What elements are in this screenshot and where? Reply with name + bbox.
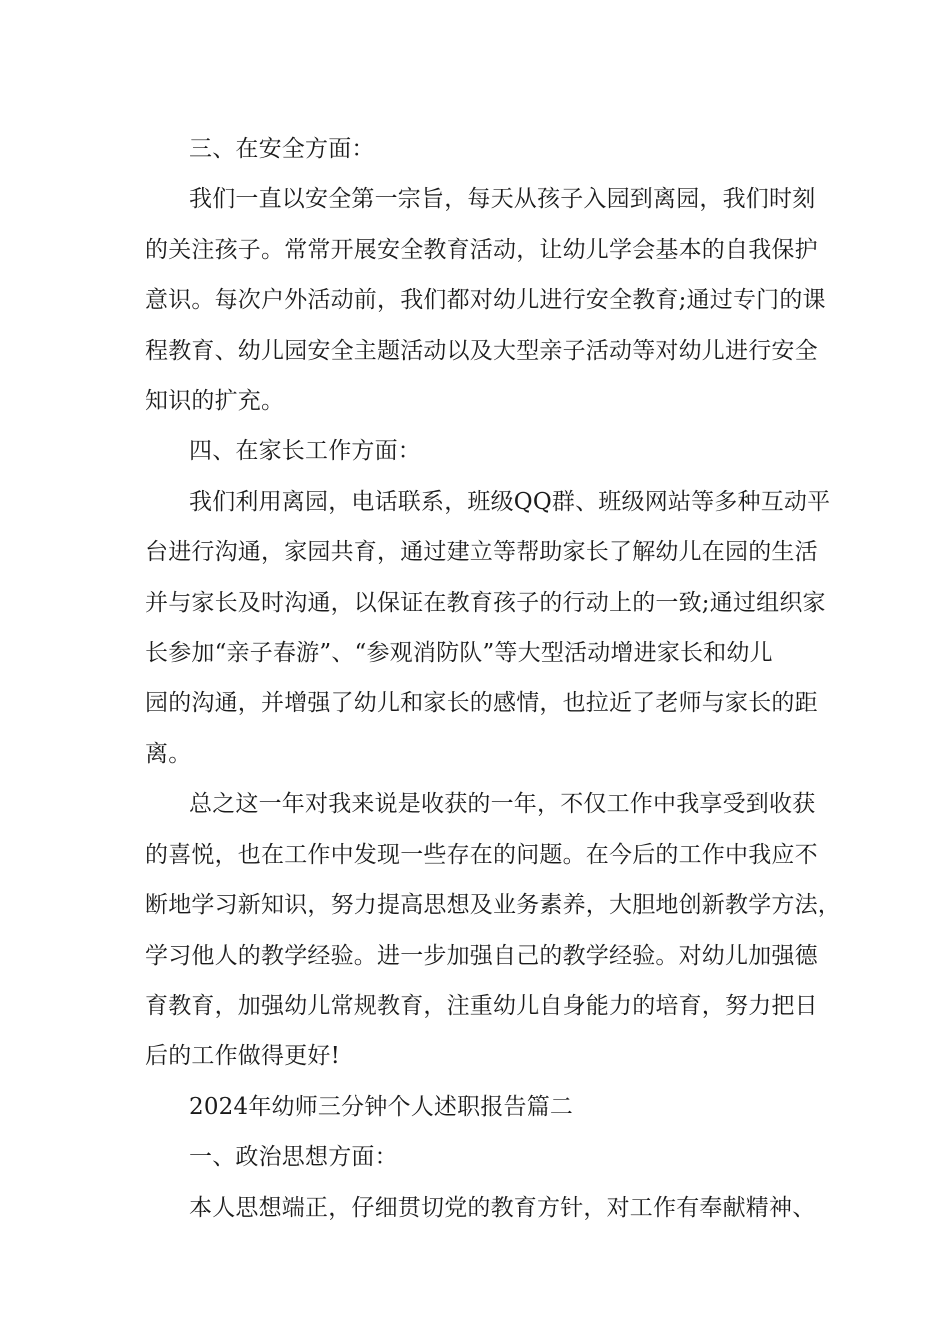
text-line: 断地学习新知识，努力提高思想及业务素养，大胆地创新教学方法， <box>145 892 841 919</box>
text-line: 并与家长及时沟通，以保证在教育孩子的行动上的一致;通过组织家 <box>145 589 826 616</box>
text-line: 我们一直以安全第一宗旨，每天从孩子入园到离园，我们时刻 <box>189 186 816 213</box>
text-line: 四、在家长工作方面： <box>189 438 421 465</box>
text-line: 后的工作做得更好! <box>145 1043 341 1070</box>
text-line: 学习他人的教学经验。进一步加强自己的教学经验。对幼儿加强德 <box>145 942 818 969</box>
text-line: 知识的扩充。 <box>145 388 285 415</box>
text-line: 园的沟通，并增强了幼儿和家长的感情，也拉近了老师与家长的距 <box>145 690 818 717</box>
document-body <box>145 124 841 1233</box>
text-line: 一、政治思想方面： <box>189 1144 398 1171</box>
text-line: 的喜悦，也在工作中发现一些存在的问题。在今后的工作中我应不 <box>145 841 818 868</box>
text-line: 程教育、幼儿园安全主题活动以及大型亲子活动等对幼儿进行安全 <box>145 337 818 364</box>
text-line: 意识。每次户外活动前，我们都对幼儿进行安全教育;通过专门的课 <box>145 287 826 314</box>
text-line: 总之这一年对我来说是收获的一年，不仅工作中我享受到收获 <box>189 791 816 818</box>
text-line: 的关注孩子。常常开展安全教育活动，让幼儿学会基本的自我保护 <box>145 236 818 263</box>
text-line: 三、在安全方面： <box>189 136 375 162</box>
text-line: 本人思想端正，仔细贯切党的教育方针，对工作有奉献精神、 <box>189 1194 816 1221</box>
text-line: 我们利用离园，电话联系，班级QQ群、班级网站等多种互动平 <box>189 488 831 515</box>
text-line: 长参加“亲子春游”、“参观消防队”等大型活动增进家长和幼儿 <box>145 640 773 667</box>
text-line: 台进行沟通，家园共育，通过建立等帮助家长了解幼儿在园的生活 <box>145 539 818 566</box>
text-line: 2024年幼师三分钟个人述职报告篇二 <box>189 1093 574 1120</box>
text-line: 离。 <box>145 740 192 767</box>
text-line: 育教育，加强幼儿常规教育，注重幼儿自身能力的培育，努力把日 <box>145 992 818 1019</box>
